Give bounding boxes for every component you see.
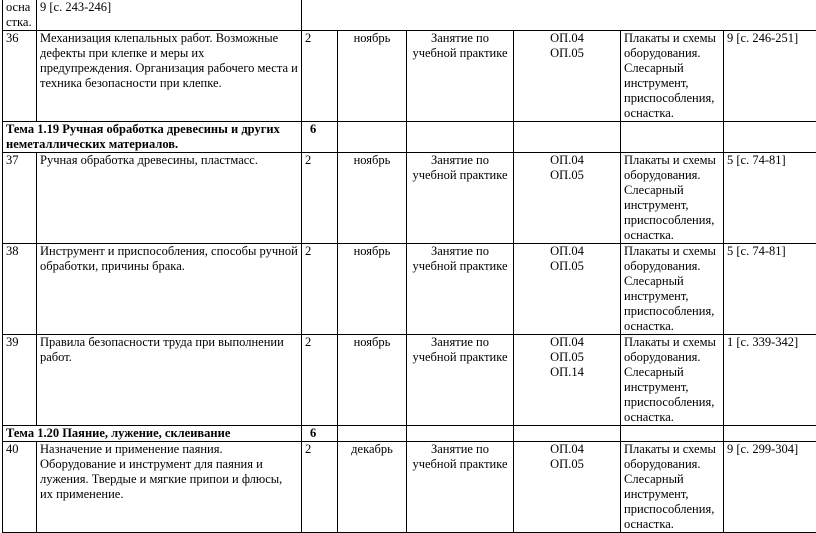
lesson-type: Занятие по учебной практике xyxy=(407,153,514,244)
lesson-title: Назначение и применение паяния. Оборудование и инструмент для паяния и лужения. Твердые и мягкие припои и флюсы, их применение. xyxy=(37,442,302,533)
lesson-number: 39 xyxy=(3,335,37,426)
lesson-number: 40 xyxy=(3,442,37,533)
empty-cell xyxy=(621,426,724,442)
lesson-type: Занятие по учебной практике xyxy=(407,335,514,426)
lesson-type: Занятие по учебной практике xyxy=(407,31,514,122)
lesson-row xyxy=(3,442,816,533)
competency-code: ОП.04 xyxy=(517,442,617,457)
lesson-month: ноябрь xyxy=(338,31,407,122)
literature-cell: 9 [с. 243-246] xyxy=(37,0,302,31)
equipment-cell: Плакаты и схемы оборудования. Слесарный инструмент, приспособления, оснастка. xyxy=(621,442,724,533)
topic-title: Тема 1.20 Паяние, лужение, склеивание xyxy=(3,426,302,442)
lesson-month: декабрь xyxy=(338,442,407,533)
competency-code: ОП.14 xyxy=(517,365,617,380)
literature-cell: 9 [с. 246-251] xyxy=(724,31,816,122)
equipment-cell: Плакаты и схемы оборудования. Слесарный инструмент, приспособления, оснастка. xyxy=(621,244,724,335)
empty-cell xyxy=(338,122,407,153)
competency-code: ОП.05 xyxy=(517,168,617,183)
literature-cell: 9 [с. 299-304] xyxy=(724,442,816,533)
lesson-hours: 2 xyxy=(302,31,338,122)
lesson-row xyxy=(3,153,816,244)
equipment-cell: Плакаты и схемы оборудования. Слесарный инструмент, приспособления, оснастка. xyxy=(621,335,724,426)
lesson-hours: 2 xyxy=(302,153,338,244)
empty-cell xyxy=(302,0,816,31)
competency-code: ОП.04 xyxy=(517,31,617,46)
lesson-row xyxy=(3,244,816,335)
empty-cell xyxy=(407,122,514,153)
topic-hours: 6 xyxy=(302,426,338,442)
competency-code: ОП.04 xyxy=(517,335,617,350)
competency-code: ОП.04 xyxy=(517,244,617,259)
competency-code: ОП.05 xyxy=(517,457,617,472)
topic-title: Тема 1.19 Ручная обработка древесины и других неметаллических материалов. xyxy=(3,122,302,153)
competencies-cell xyxy=(514,244,621,335)
lesson-hours: 2 xyxy=(302,244,338,335)
table-body xyxy=(3,0,816,533)
empty-cell xyxy=(338,426,407,442)
equipment-cell: Плакаты и схемы оборудования. Слесарный инструмент, приспособления, оснастка. xyxy=(621,31,724,122)
lesson-row xyxy=(3,335,816,426)
competency-code: ОП.04 xyxy=(517,153,617,168)
row-number: осна стка. xyxy=(3,0,37,31)
lesson-month: ноябрь xyxy=(338,335,407,426)
competency-code: ОП.05 xyxy=(517,259,617,274)
competencies-cell xyxy=(514,335,621,426)
lesson-type: Занятие по учебной практике xyxy=(407,442,514,533)
empty-cell xyxy=(514,426,621,442)
table-row-continuation xyxy=(3,0,816,31)
lesson-title: Инструмент и приспособления, способы ручной обработки, причины брака. xyxy=(37,244,302,335)
empty-cell xyxy=(621,122,724,153)
topic-row xyxy=(3,426,816,442)
curriculum-table xyxy=(2,0,816,533)
equipment-cell: Плакаты и схемы оборудования. Слесарный инструмент, приспособления, оснастка. xyxy=(621,153,724,244)
lesson-number: 36 xyxy=(3,31,37,122)
lesson-type: Занятие по учебной практике xyxy=(407,244,514,335)
literature-cell: 1 [с. 339-342] xyxy=(724,335,816,426)
competencies-cell xyxy=(514,442,621,533)
lesson-month: ноябрь xyxy=(338,244,407,335)
lesson-title: Правила безопасности труда при выполнении работ. xyxy=(37,335,302,426)
empty-cell xyxy=(514,122,621,153)
empty-cell xyxy=(724,122,816,153)
topic-hours: 6 xyxy=(302,122,338,153)
competencies-cell xyxy=(514,153,621,244)
topic-row xyxy=(3,122,816,153)
lesson-month: ноябрь xyxy=(338,153,407,244)
competencies-cell xyxy=(514,31,621,122)
lesson-title: Механизация клепальных работ. Возможные дефекты при клепке и меры их предупреждения. Организация рабочего места и техника безопасности при клепке. xyxy=(37,31,302,122)
empty-cell xyxy=(724,426,816,442)
literature-cell: 5 [с. 74-81] xyxy=(724,244,816,335)
competency-code: ОП.05 xyxy=(517,46,617,61)
lesson-title: Ручная обработка древесины, пластмасс. xyxy=(37,153,302,244)
lesson-row xyxy=(3,31,816,122)
lesson-hours: 2 xyxy=(302,335,338,426)
lesson-number: 37 xyxy=(3,153,37,244)
empty-cell xyxy=(407,426,514,442)
competency-code: ОП.05 xyxy=(517,350,617,365)
lesson-hours: 2 xyxy=(302,442,338,533)
lesson-number: 38 xyxy=(3,244,37,335)
literature-cell: 5 [с. 74-81] xyxy=(724,153,816,244)
